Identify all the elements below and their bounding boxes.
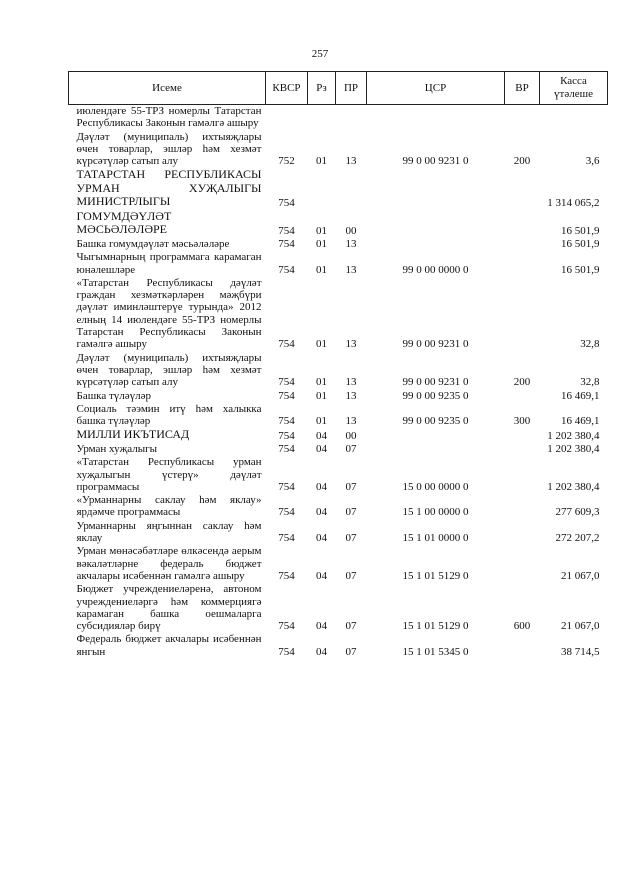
row-rz	[308, 105, 336, 131]
row-amount: 16 501,9	[561, 237, 600, 250]
row-vr	[505, 210, 540, 238]
row-name: Бюджет учреждениеләренә, автоном учреждениеләргә һәм коммерциягә карамаган башка оешмаларга субсидияләр бирү	[76, 583, 262, 633]
header-kvsr: КВСР	[266, 72, 308, 105]
row-rz: 01	[316, 155, 327, 168]
row-csr: 99 0 00 9231 0	[402, 338, 469, 351]
row-csr	[367, 105, 505, 131]
row-amount	[540, 105, 608, 131]
row-vr	[505, 456, 540, 494]
row-rz	[308, 168, 336, 210]
row-name: «Урманнарны саклау һәм яклау» ярдәмче программасы	[76, 494, 262, 519]
row-csr: 15 1 01 5345 0	[402, 645, 469, 658]
row-pr	[336, 168, 367, 210]
row-csr: 99 0 00 9235 0	[402, 415, 469, 428]
row-name: «Татарстан Республикасы урман хуҗалыгын үстерү» дәүләт программасы	[76, 456, 262, 493]
row-csr: 15 1 01 0000 0	[402, 532, 469, 545]
row-rz: 04	[316, 620, 327, 633]
row-csr	[367, 443, 505, 456]
row-rz: 04	[316, 645, 327, 658]
row-pr: 07	[345, 569, 357, 582]
table-row	[69, 210, 608, 238]
row-vr: 200	[513, 376, 531, 389]
row-kvsr: 754	[278, 569, 295, 582]
header-kassa: Касса үтәлеше	[540, 72, 608, 105]
row-amount: 272 207,2	[555, 532, 600, 545]
row-csr: 15 1 01 5129 0	[402, 569, 469, 582]
row-kvsr	[266, 105, 308, 131]
row-vr	[505, 277, 540, 352]
row-name: Урманнарны яңгыннан саклау һәм яклау	[76, 519, 262, 545]
row-pr: 13	[345, 389, 357, 402]
budget-table	[68, 71, 608, 659]
row-name: июлендәге 55-ТРЗ номерлы Татарстан Республикасы Законын гамәлгә ашыру	[76, 105, 262, 130]
row-vr	[505, 168, 540, 210]
table-row	[69, 168, 608, 210]
row-pr: 13	[345, 415, 357, 428]
header-rz: Рз	[308, 72, 336, 105]
row-amount: 3,6	[585, 155, 600, 168]
row-vr	[505, 251, 540, 277]
row-csr: 99 0 00 9231 0	[402, 155, 469, 168]
row-amount: 16 501,9	[561, 263, 600, 276]
row-vr	[505, 390, 540, 403]
header-name: Исеме	[69, 72, 266, 105]
row-vr	[505, 238, 540, 251]
table-row	[69, 428, 608, 443]
row-rz: 01	[316, 376, 327, 389]
table-row	[69, 390, 608, 403]
row-kvsr: 754	[278, 224, 295, 237]
table-row	[69, 633, 608, 659]
row-amount: 1 202 380,4	[547, 480, 600, 493]
row-amount: 38 714,5	[561, 645, 600, 658]
row-kvsr: 754	[278, 376, 295, 389]
row-name: ТАТАРСТАН РЕСПУБЛИКАСЫ УРМАН ХУҖАЛЫГЫ МИНИСТРЛЫГЫ	[76, 167, 262, 209]
row-name: МИЛЛИ ИКЪТИСАД	[76, 427, 190, 442]
row-pr: 07	[345, 645, 357, 658]
row-name: «Татарстан Республикасы дәүләт граждан хезмәткәрләрен мәҗбүри дәүләт иминләштерүе турында» 2012 елның 14 июлендәге 55-ТРЗ номерлы Татарстан Республикасы Законын гамәлгә ашыру	[76, 276, 262, 351]
table-row	[69, 520, 608, 546]
row-pr: 00	[345, 429, 357, 442]
row-name: Башка түләүләр	[76, 389, 152, 402]
row-pr	[336, 105, 367, 131]
table-row	[69, 456, 608, 494]
row-amount: 32,8	[580, 338, 600, 351]
row-amount: 21 067,0	[561, 569, 600, 582]
row-csr	[367, 238, 505, 251]
header-vr: ВР	[505, 72, 540, 105]
table-row	[69, 105, 608, 131]
row-vr	[505, 633, 540, 659]
table-row	[69, 443, 608, 456]
row-vr	[505, 545, 540, 583]
header-row	[69, 72, 608, 105]
row-name: Дәүләт (муниципаль) ихтыяҗлары өчен товарлар, эшләр һәм хезмәт күрсәтүләр сатып алу	[76, 130, 262, 168]
row-rz: 04	[316, 429, 327, 442]
row-kvsr: 754	[278, 263, 295, 276]
row-rz: 04	[316, 442, 327, 455]
row-vr	[505, 105, 540, 131]
row-vr	[505, 443, 540, 456]
row-kvsr: 754	[278, 237, 295, 250]
row-kvsr: 754	[278, 645, 295, 658]
row-vr: 600	[513, 620, 531, 633]
row-csr: 15 1 01 5129 0	[402, 620, 469, 633]
row-amount: 1 202 380,4	[547, 442, 600, 455]
page-number: 257	[311, 48, 329, 60]
row-name: Чыгымнарның программага карамаган юнәлешләре	[76, 251, 262, 276]
row-rz: 04	[316, 569, 327, 582]
row-amount: 16 501,9	[561, 224, 600, 237]
row-rz: 01	[316, 237, 327, 250]
table-row	[69, 131, 608, 169]
row-amount: 16 469,1	[561, 389, 600, 402]
table-row	[69, 352, 608, 390]
row-kvsr: 754	[278, 389, 295, 402]
row-amount: 32,8	[580, 376, 600, 389]
header-csr: ЦСР	[367, 72, 505, 105]
row-name: Урман мөнәсәбәтләре өлкәсендә аерым вәкаләтләрне федераль бюджет акчалары исәбеннән гамәлгә ашыру	[76, 545, 262, 582]
row-amount: 1 202 380,4	[547, 429, 600, 442]
row-kvsr: 754	[278, 442, 295, 455]
row-rz: 01	[316, 338, 327, 351]
row-rz: 01	[316, 415, 327, 428]
row-csr: 15 0 00 0000 0	[402, 480, 469, 493]
row-amount: 277 609,3	[555, 506, 600, 519]
row-csr	[367, 428, 505, 443]
row-kvsr: 754	[278, 506, 295, 519]
row-pr: 07	[345, 532, 357, 545]
row-kvsr: 754	[278, 429, 295, 442]
row-amount: 16 469,1	[561, 415, 600, 428]
row-vr	[505, 428, 540, 443]
row-pr: 13	[345, 155, 357, 168]
table-row	[69, 238, 608, 251]
row-kvsr: 754	[278, 532, 295, 545]
table-row	[69, 403, 608, 429]
row-kvsr: 754	[278, 480, 295, 493]
table-row	[69, 583, 608, 633]
row-kvsr: 752	[278, 155, 295, 168]
table-row	[69, 494, 608, 520]
row-csr	[367, 168, 505, 210]
row-name: Дәүләт (муниципаль) ихтыяҗлары өчен товарлар, эшләр һәм хезмәт күрсәтүләр сатып алу	[76, 351, 262, 389]
row-rz: 04	[316, 480, 327, 493]
row-pr: 13	[345, 376, 357, 389]
row-kvsr: 754	[278, 415, 295, 428]
row-pr: 00	[345, 224, 357, 237]
row-vr: 300	[513, 415, 531, 428]
row-pr: 07	[345, 480, 357, 493]
row-csr: 99 0 00 9235 0	[402, 389, 469, 402]
row-pr: 07	[345, 620, 357, 633]
row-rz: 01	[316, 389, 327, 402]
row-pr: 13	[345, 237, 357, 250]
table-row	[69, 277, 608, 352]
row-pr: 07	[345, 506, 357, 519]
row-name: Федераль бюджет акчалары исәбеннән янгын	[76, 633, 262, 658]
row-pr: 13	[345, 338, 357, 351]
row-vr	[505, 494, 540, 520]
row-rz: 01	[316, 263, 327, 276]
row-kvsr: 754	[278, 196, 295, 209]
row-name: Урман хуҗалыгы	[76, 442, 158, 455]
row-csr: 99 0 00 9231 0	[402, 376, 469, 389]
row-vr: 200	[513, 155, 531, 168]
row-amount: 1 314 065,2	[547, 196, 600, 209]
row-amount: 21 067,0	[561, 620, 600, 633]
row-kvsr: 754	[278, 338, 295, 351]
row-name: ГОМУМДӘҮЛӘТ МӘСЬӘЛӘЛӘРЕ	[76, 208, 172, 237]
row-pr: 13	[345, 263, 357, 276]
row-rz: 04	[316, 532, 327, 545]
header-pr: ПР	[336, 72, 367, 105]
row-csr: 99 0 00 0000 0	[402, 263, 469, 276]
table-row	[69, 251, 608, 277]
row-name: Башка гомумдәүләт мәсьәләләре	[76, 237, 230, 250]
row-pr: 07	[345, 442, 357, 455]
table-row	[69, 545, 608, 583]
row-kvsr: 754	[278, 620, 295, 633]
row-vr	[505, 520, 540, 546]
row-csr	[367, 210, 505, 238]
row-rz: 01	[316, 224, 327, 237]
row-name: Социаль тәэмин итү һәм халыкка башка түләүләр	[76, 402, 262, 428]
row-rz: 04	[316, 506, 327, 519]
row-csr: 15 1 00 0000 0	[402, 506, 469, 519]
